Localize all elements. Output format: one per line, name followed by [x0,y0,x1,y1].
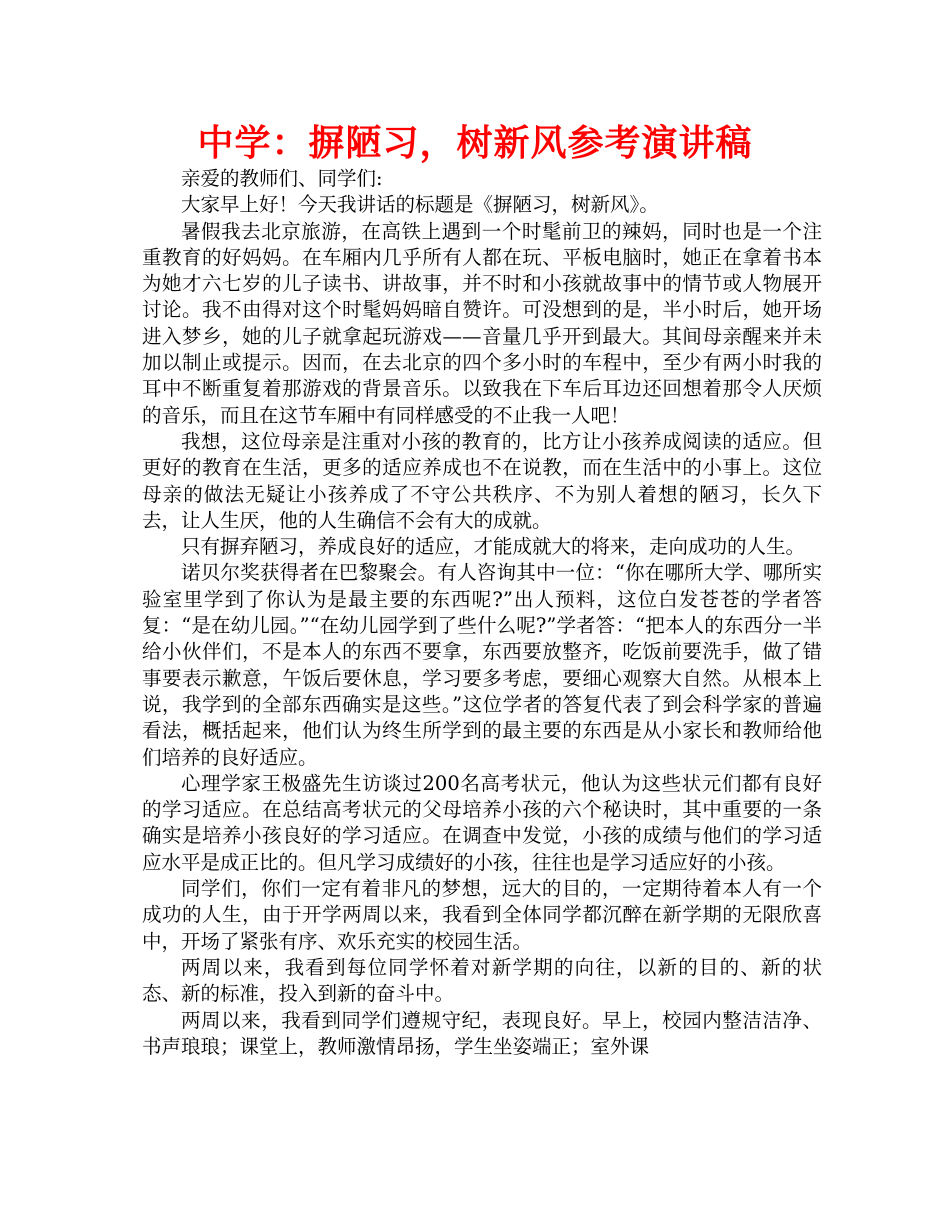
paragraph: 我想，这位母亲是注重对小孩的教育的，比方让小孩养成阅读的适应。但更好的教育在生活，更多的适应养成也不在说教，而在生活中的小事上。这位母亲的做法无疑让小孩养成了不守公共秩序、不为别人着想的陋习，长久下去，让人生厌，他的人生确信不会有大的成就。 [142,429,822,532]
paragraph: 同学们，你们一定有着非凡的梦想，远大的目的，一定期待着本人有一个成功的人生，由于开学两周以来，我看到全体同学都沉醉在新学期的无限欣喜中，开场了紧张有序、欢乐充实的校园生活。 [142,877,822,953]
paragraph: 两周以来，我看到每位同学怀着对新学期的向往，以新的目的、新的状态、新的标准，投入到新的奋斗中。 [142,955,822,1006]
paragraph: 心理学家王极盛先生访谈过200名高考状元，他认为这些状元们都有良好的学习适应。在总结高考状元的父母培养小孩的六个秘诀时，其中重要的一条确实是培养小孩良好的学习适应。在调查中发觉，小孩的成绩与他们的学习适应水平是成正比的。但凡学习成绩好的小孩，往往也是学习适应好的小孩。 [142,771,822,874]
paragraph: 大家早上好！今天我讲话的标题是《摒陋习，树新风》。 [181,193,659,217]
paragraph: 暑假我去北京旅游，在高铁上遇到一个时髦前卫的辣妈，同时也是一个注重教育的好妈妈。在车厢内几乎所有人都在玩、平板电脑时，她正在拿着书本为她才六七岁的儿子读书、讲故事，并不时和小孩就故事中的情节或人物展开讨论。我不由得对这个时髦妈妈暗自赞许。可没想到的是，半小时后，她开场进入梦乡，她的儿子就拿起玩游戏——音量几乎开到最大。其间母亲醒来并未加以制止或提示。因而，在去北京的四个多小时的车程中，至少有两小时我的耳中不断重复着那游戏的背景音乐。以致我在下车后耳边还回想着那令人厌烦的音乐，而且在这节车厢中有同样感受的不止我一人吧！ [142,219,822,427]
paragraph: 亲爱的教师们、同学们: [181,167,383,190]
paragraph: 诺贝尔奖获得者在巴黎聚会。有人咨询其中一位：“你在哪所大学、哪所实验室里学到了你认为是最主要的东西呢?”出人预料，这位白发苍苍的学者答复：“是在幼儿园。”“在幼儿园学到了些什么呢?”学者答：“把本人的东西分一半给小伙伴们，不是本人的东西不要拿，东西要放整齐，吃饭前要洗手，做了错事要表示歉意，午饭后要休息，学习要多考虑，要细心观察大自然。从根本上说，我学到的全部东西确实是这些。”这位学者的答复代表了到会科学家的普遍看法，概括起来，他们认为终生所学到的最主要的东西是从小家长和教师给他们培养的良好适应。 [142,561,822,769]
paragraph: 只有摒弃陋习，养成良好的适应，才能成就大的将来，走向成功的人生。 [181,535,806,559]
document-body [142,166,822,1060]
paragraph: 两周以来，我看到同学们遵规守纪，表现良好。早上，校园内整洁洁净、书声琅琅；课堂上，教师激情昂扬，学生坐姿端正；室外课 [142,1008,822,1058]
document-title: 中学：摒陋习，树新风参考演讲稿 [197,123,753,164]
